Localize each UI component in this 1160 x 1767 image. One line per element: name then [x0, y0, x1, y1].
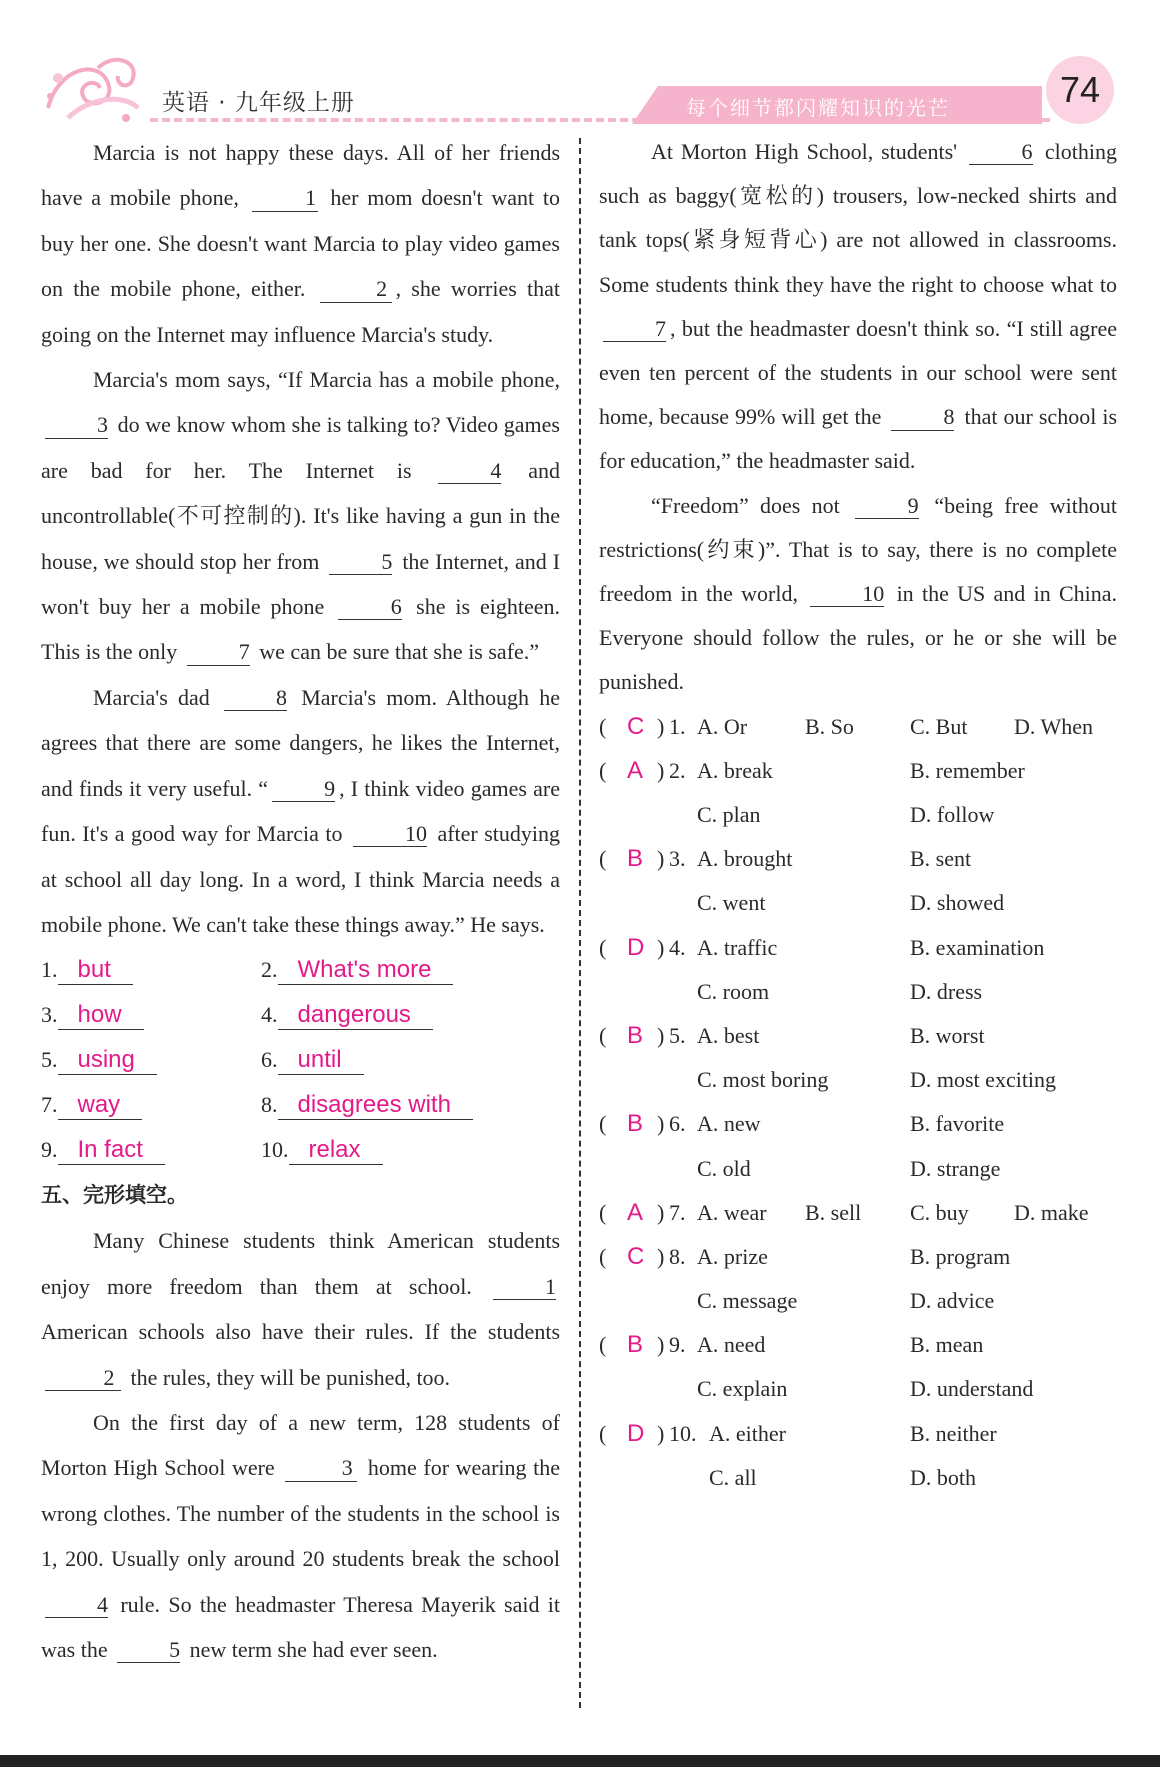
paren: )	[657, 1022, 665, 1048]
question-number: 8.	[669, 1243, 686, 1269]
answer-mark: B	[627, 1021, 644, 1049]
text: Marcia's dad	[93, 684, 210, 710]
text: the rules, they will be punished, too.	[130, 1364, 451, 1390]
option-c: C. most boring	[697, 1067, 829, 1093]
option-c: C. plan	[697, 802, 761, 828]
option-a: A. Or	[697, 713, 748, 739]
text: in the US and in China. Everyone should follow the rules, or he or she will be punished.	[599, 581, 1118, 695]
page-footer-bar	[0, 1755, 1160, 1767]
paren: (	[599, 1199, 607, 1225]
answer-item	[261, 1037, 364, 1082]
answer-text: What's more	[278, 956, 454, 985]
paren: )	[657, 846, 665, 872]
question-number: 4.	[669, 934, 686, 960]
blank-3: 3	[45, 412, 108, 438]
answer-mark: D	[627, 933, 645, 961]
option-b: B. mean	[910, 1332, 984, 1358]
text: new term she had ever seen.	[189, 1636, 438, 1662]
floral-ornament-icon	[38, 48, 148, 128]
answer-mark: C	[627, 712, 645, 740]
question-row-continued	[599, 1058, 1117, 1102]
paren: )	[657, 934, 665, 960]
paragraph	[599, 130, 1117, 484]
option-d: D. understand	[910, 1376, 1034, 1402]
question-number: 5.	[669, 1022, 686, 1048]
answer-mark: B	[627, 845, 644, 873]
answer-text: until	[278, 1046, 364, 1075]
question-row	[599, 1412, 1117, 1456]
question-row-continued	[599, 793, 1117, 837]
paren: (	[599, 1243, 607, 1269]
answer-number: 10.	[261, 1137, 289, 1163]
option-c: C. explain	[697, 1376, 788, 1402]
text: her mom doesn't want to buy her one. She doesn't want Marcia to play video games on the mobile phone, either.	[41, 185, 560, 302]
question-row-continued	[599, 1147, 1117, 1191]
answer-text: using	[58, 1046, 157, 1075]
question-row	[599, 1102, 1117, 1146]
question-row-continued	[599, 1279, 1117, 1323]
answer-number: 1.	[41, 957, 58, 983]
blank-6: 6	[969, 139, 1033, 165]
option-a: A. best	[697, 1022, 760, 1048]
blank-2: 2	[45, 1365, 121, 1391]
answer-item	[41, 947, 133, 992]
question-row	[599, 926, 1117, 970]
option-c: C. room	[697, 978, 770, 1004]
answer-text: way	[58, 1091, 143, 1120]
question-number: 7.	[669, 1199, 686, 1225]
text: , but the headmaster doesn't think so. “I still agree even ten percent of the students in our school were sent home, because 99% will get the	[599, 315, 1117, 430]
answer-item	[261, 992, 433, 1037]
question-row	[599, 1191, 1117, 1235]
option-c: C. But	[910, 713, 968, 739]
text: , she worries that going on the Internet may influence Marcia's study.	[41, 276, 561, 347]
paragraph	[41, 1400, 560, 1672]
answer-text: how	[58, 1001, 144, 1030]
section-title: 五、完形填空。	[41, 1183, 188, 1208]
paren: (	[599, 757, 607, 783]
option-b: B. sell	[805, 1199, 862, 1225]
question-number: 2.	[669, 757, 686, 783]
answer-number: 3.	[41, 1002, 58, 1028]
option-d: D. make	[1014, 1199, 1089, 1225]
paren: )	[657, 1199, 665, 1225]
paren: (	[599, 846, 607, 872]
option-b: B. neither	[910, 1420, 997, 1446]
answer-number: 9.	[41, 1137, 58, 1163]
answer-number: 5.	[41, 1047, 58, 1073]
paragraph	[41, 1218, 560, 1400]
answer-text: relax	[289, 1136, 383, 1165]
paragraph	[41, 130, 560, 357]
answer-text: disagrees with	[278, 1091, 473, 1120]
answer-text: but	[58, 956, 133, 985]
question-row	[599, 1014, 1117, 1058]
answer-text: dangerous	[278, 1001, 433, 1030]
question-row-continued	[599, 1456, 1117, 1500]
question-number: 10.	[669, 1420, 697, 1446]
blank-9: 9	[272, 776, 335, 802]
blank-6: 6	[338, 594, 402, 620]
question-row-continued	[599, 1367, 1117, 1411]
option-a: A. wear	[697, 1199, 767, 1225]
text: Marcia is not happy these days. All of her friends have a mobile phone,	[41, 140, 560, 211]
answer-item	[41, 1127, 165, 1172]
answer-number: 4.	[261, 1002, 278, 1028]
page-number: 74	[1046, 56, 1114, 124]
answer-number: 8.	[261, 1092, 278, 1118]
blank-2: 2	[320, 276, 392, 302]
option-c: C. went	[697, 890, 766, 916]
blank-10: 10	[353, 821, 427, 847]
option-a: A. either	[709, 1420, 786, 1446]
question-row	[599, 705, 1117, 749]
page-header	[0, 0, 1160, 140]
text: On the first day of a new term, 128 students of Morton High School were	[41, 1409, 560, 1481]
answer-mark: A	[627, 756, 644, 784]
answer-item	[261, 1082, 473, 1127]
text: and uncontrollable(不可控制的). It's like having a gun in the house, we should stop her from	[41, 457, 561, 574]
blank-9: 9	[855, 493, 919, 519]
text: that our school is for education,” the headmaster said.	[599, 404, 1118, 474]
option-a: A. new	[697, 1111, 761, 1137]
option-b: B. So	[805, 713, 854, 739]
question-number: 6.	[669, 1111, 686, 1137]
paren: (	[599, 1332, 607, 1358]
text: Many Chinese students think American students enjoy more freedom than them at school.	[41, 1228, 560, 1299]
option-b: B. worst	[910, 1022, 985, 1048]
blank-1: 1	[493, 1274, 556, 1300]
option-d: D. follow	[910, 802, 995, 828]
paragraph	[41, 675, 560, 947]
text: after studying at school all day long. In a word, I think Marcia needs a mobile phone. We can't take these things away.” He says.	[41, 821, 560, 937]
paren: )	[657, 1243, 665, 1269]
question-list	[599, 705, 1117, 1500]
paren: )	[657, 1111, 665, 1137]
text: At Morton High School, students'	[651, 139, 958, 164]
answer-mark: B	[627, 1110, 644, 1138]
option-d: D. both	[910, 1464, 976, 1490]
paren: )	[657, 757, 665, 783]
question-row-continued	[599, 970, 1117, 1014]
option-b: B. favorite	[910, 1111, 1005, 1137]
text: she is eighteen. This is the only	[41, 594, 560, 665]
answer-mark: D	[627, 1419, 645, 1447]
option-a: A. prize	[697, 1243, 768, 1269]
answer-item	[261, 947, 453, 992]
option-d: D. dress	[910, 978, 983, 1004]
option-d: D. When	[1014, 713, 1094, 739]
column-divider	[579, 138, 581, 1708]
text: do we know whom she is talking to? Video games are bad for her. The Internet is	[41, 412, 560, 483]
option-d: D. strange	[910, 1155, 1001, 1181]
option-a: A. brought	[697, 846, 793, 872]
answer-number: 2.	[261, 957, 278, 983]
blank-8: 8	[891, 404, 954, 430]
answer-item	[41, 1037, 157, 1082]
option-b: B. sent	[910, 846, 972, 872]
paren: (	[599, 713, 607, 739]
question-row	[599, 749, 1117, 793]
answer-mark: B	[627, 1331, 644, 1359]
answer-mark: A	[627, 1198, 644, 1226]
question-row	[599, 1235, 1117, 1279]
option-c: C. all	[709, 1464, 757, 1490]
paren: (	[599, 1420, 607, 1446]
option-a: A. traffic	[697, 934, 778, 960]
option-d: D. most exciting	[910, 1067, 1057, 1093]
paren: (	[599, 1022, 607, 1048]
question-number: 9.	[669, 1332, 686, 1358]
blank-10: 10	[810, 581, 884, 607]
text: rule. So the headmaster Theresa Mayerik said it was the	[41, 1591, 560, 1662]
blank-4: 4	[45, 1592, 108, 1618]
paren: (	[599, 1111, 607, 1137]
question-row	[599, 1323, 1117, 1367]
option-c: C. old	[697, 1155, 751, 1181]
question-number: 1.	[669, 713, 686, 739]
paren: (	[599, 934, 607, 960]
option-a: A. need	[697, 1332, 766, 1358]
text: we can be sure that she is safe.”	[259, 639, 540, 665]
answer-item	[41, 992, 144, 1037]
option-c: C. buy	[910, 1199, 969, 1225]
option-a: A. break	[697, 757, 773, 783]
blank-7: 7	[603, 316, 666, 342]
blank-1: 1	[252, 185, 318, 211]
answer-text: In fact	[58, 1136, 165, 1165]
blank-4: 4	[438, 458, 501, 484]
text: “being free without restrictions(约束)”. That is to say, there is no complete freedom in the world,	[599, 492, 1117, 607]
paragraph	[41, 357, 560, 675]
answer-grid	[41, 947, 560, 1173]
answer-number: 7.	[41, 1092, 58, 1118]
text: “Freedom” does not	[651, 492, 840, 518]
blank-8: 8	[224, 685, 287, 711]
answer-mark: C	[627, 1242, 645, 1270]
answer-item	[41, 1082, 142, 1127]
left-column	[41, 130, 560, 1672]
option-d: D. advice	[910, 1288, 995, 1314]
paragraph	[599, 484, 1117, 705]
option-b: B. examination	[910, 934, 1045, 960]
text: , I think video games are fun. It's a good way for Marcia to	[41, 775, 560, 847]
option-d: D. showed	[910, 890, 1005, 916]
right-column	[599, 130, 1117, 1500]
book-title: 英语 · 九年级上册	[162, 90, 355, 116]
blank-3: 3	[285, 1455, 357, 1481]
slogan-text: 每个细节都闪耀知识的光芒	[686, 96, 950, 120]
question-row-continued	[599, 881, 1117, 925]
text: clothing such as baggy(宽松的) trousers, low-necked shirts and tank tops(紧身短背心) are not allowed in classrooms. Some students think they have the right to choose what to	[599, 139, 1118, 297]
question-row	[599, 837, 1117, 881]
paren: )	[657, 1332, 665, 1358]
text: Marcia's mom says, “If Marcia has a mobile phone,	[93, 367, 560, 393]
option-b: B. remember	[910, 757, 1025, 783]
blank-5: 5	[117, 1637, 180, 1663]
text: Marcia's mom. Although he agrees that there are some dangers, he likes the Internet, and finds it very useful. “	[41, 684, 561, 801]
text: American schools also have their rules. If the students	[41, 1319, 560, 1345]
blank-7: 7	[187, 639, 250, 665]
option-b: B. program	[910, 1243, 1011, 1269]
option-c: C. message	[697, 1288, 798, 1314]
blank-5: 5	[329, 549, 392, 575]
text: the Internet, and I won't buy her a mobile phone	[41, 548, 561, 620]
answer-number: 6.	[261, 1047, 278, 1073]
answer-item	[261, 1127, 383, 1172]
paren: )	[657, 1420, 665, 1446]
paren: )	[657, 713, 665, 739]
text: home for wearing the wrong clothes. The number of the students in the school is 1, 200. Usually only around 20 students break the school	[41, 1455, 560, 1572]
question-number: 3.	[669, 846, 686, 872]
